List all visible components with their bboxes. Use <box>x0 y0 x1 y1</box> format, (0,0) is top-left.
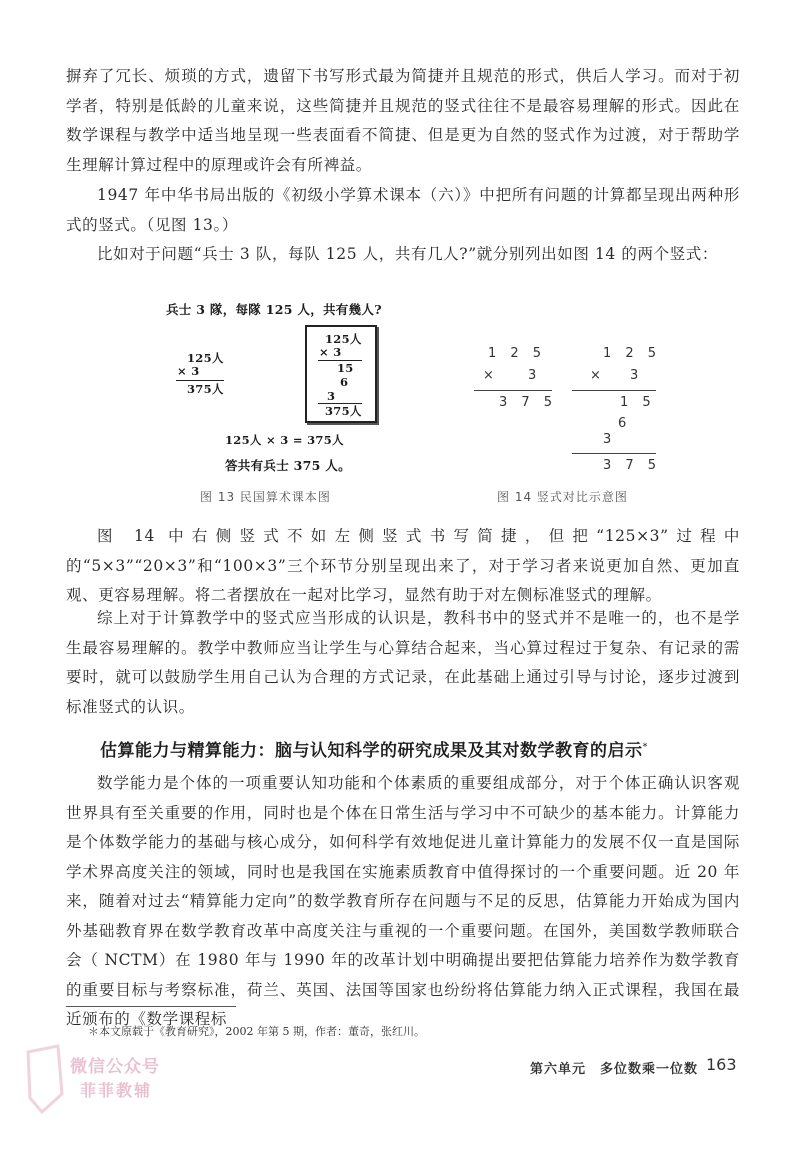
footnote: ＊本文原载于《教育研究》，2002 年第 5 期，作者：董奇，张红川。 <box>88 1025 425 1038</box>
watermark-line2: 菲菲教辅 <box>80 1081 153 1100</box>
paragraph-figure14-analysis: 图 14 中右侧竖式不如左侧竖式书写简捷，但把“125×3”过程中的“5×3”“20×3”和“100×3”三个环节分别呈现出来了，对于学习者来说更加自然、更加直观、更容易理解。将二者摆放在一起对比学习，显然有助于对左侧标准竖式的理解。 <box>66 527 740 604</box>
fig13-left-line2: × 3 <box>177 364 200 378</box>
fig13-left-line3: 375人 <box>187 382 224 396</box>
fig14-right-mult: 3 <box>630 368 644 383</box>
page-number: 163 <box>706 1055 737 1074</box>
fig14-caption: 图 14 竖式对比示意图 <box>497 490 628 504</box>
fig14-right-partial3: 3 <box>603 432 617 447</box>
paragraph-1947-book: 1947 年中华书局出版的《初级小学算术课本（六）》中把所有问题的计算都呈现出两种形式的竖式。（见图 13。） <box>66 186 740 234</box>
fig13-caption: 图 13 民国算术课本图 <box>200 490 331 504</box>
fig14-left-top: 1 2 5 <box>488 346 547 361</box>
section-heading-text: 估算能力与精算能力：脑与认知科学的研究成果及其对数学教育的启示 <box>100 741 643 761</box>
watermark <box>28 1050 178 1120</box>
footnote-divider <box>66 1006 236 1007</box>
fig13-left-line1: 125人 <box>187 351 224 365</box>
fig13-problem: 兵士 3 隊，每隊 125 人，共有幾人? <box>166 302 382 317</box>
footer-unit-title: 第六单元 多位数乘一位数 <box>530 1062 699 1077</box>
fig14-right-times: × <box>590 368 606 383</box>
fig14-right-top: 1 2 5 <box>603 346 662 361</box>
fig14-left-mult: 3 <box>528 368 542 383</box>
fig14-left-rule <box>474 390 552 391</box>
paragraph-summary: 综上对于计算教学中的竖式应当形成的认识是，教科书中的竖式并不是唯一的，也不是学生最容易理解的。教学中教师应当让学生与心算结合起来，当心算过程过于复杂、有记录的需要时，就可以鼓励学生用自己认为合理的方式记录，在此基础上通过引导与讨论，逐步过渡到标准竖式的认识。 <box>66 609 740 716</box>
section-heading-mark: * <box>642 741 648 753</box>
fig14-right-rule2 <box>572 453 656 454</box>
fig13-box-line6: 375人 <box>325 404 362 418</box>
fig14-right-result: 3 7 5 <box>603 458 662 473</box>
fig14-left-times: × <box>483 368 499 383</box>
paragraph-example-problem: 比如对于问题“兵士 3 队，每队 125 人，共有几人?”就分别列出如图 14 的两个竖式： <box>97 245 718 263</box>
fig14-right-rule1 <box>572 390 656 391</box>
fig13-answer: 答共有兵士 375 人。 <box>225 458 351 473</box>
paragraph-intro: 摒弃了冗长、烦琐的方式，遗留下书写形式最为简捷并且规范的形式，供后人学习。而对于初学者，特别是低龄的儿童来说，这些简捷并且规范的竖式往往不是最容易理解的形式。因此在数学课程与教学中适当地呈现一些表面看不简捷、但是更为自然的竖式作为过渡，对于帮助学生理解计算过程中的原理或许会有所裨益。 <box>66 67 740 174</box>
fig14-right-partial1: 1 5 <box>620 395 656 410</box>
fig14-left-result: 3 7 5 <box>499 395 558 410</box>
fig13-box-line1: 125人 <box>325 332 362 346</box>
paragraph-estimation-ability: 数学能力是个体的一项重要认知功能和个体素质的重要组成部分，对于个体正确认识客观世界具有至关重要的作用，同时也是个体在日常生活与学习中不可缺少的基本能力。计算能力是个体数学能力的基础与核心成分，如何科学有效地促进儿童计算能力的发展不仅一直是国际学术界高度关注的领域，同时也是我国在实施素质教育中值得探讨的一个重要问题。近 20 年来，随着对过去“精算能力定向”的数学教育所存在问题与不足的反思，估算能力开始成为国内外基础教育界在数学教育改革中高度关注与重视的一个重要问题。在国外，美国数学教师联合会（ NCTM）在 1980 年与 1990 年的改革计划中明确提出要把估算能力培养作为数学教育的重要目标与考察标准，荷兰、英国、法国等国家也纷纷将估算能力纳入正式课程，我国在最近颁布的《数学课程标 <box>66 774 740 1028</box>
watermark-shield-icon <box>18 1038 78 1118</box>
fig14-right-partial2: 6 <box>618 416 632 431</box>
fig13-box-line3: 15 <box>337 361 354 375</box>
fig13-box-line4: 6 <box>340 375 349 389</box>
fig13-box-line5: 3 <box>327 389 336 403</box>
fig13-box-line2: × 3 <box>319 345 342 359</box>
fig13-equation: 125人 × 3 = 375人 <box>225 433 344 447</box>
watermark-line1: 微信公众号 <box>70 1057 160 1077</box>
section-heading <box>100 736 740 761</box>
